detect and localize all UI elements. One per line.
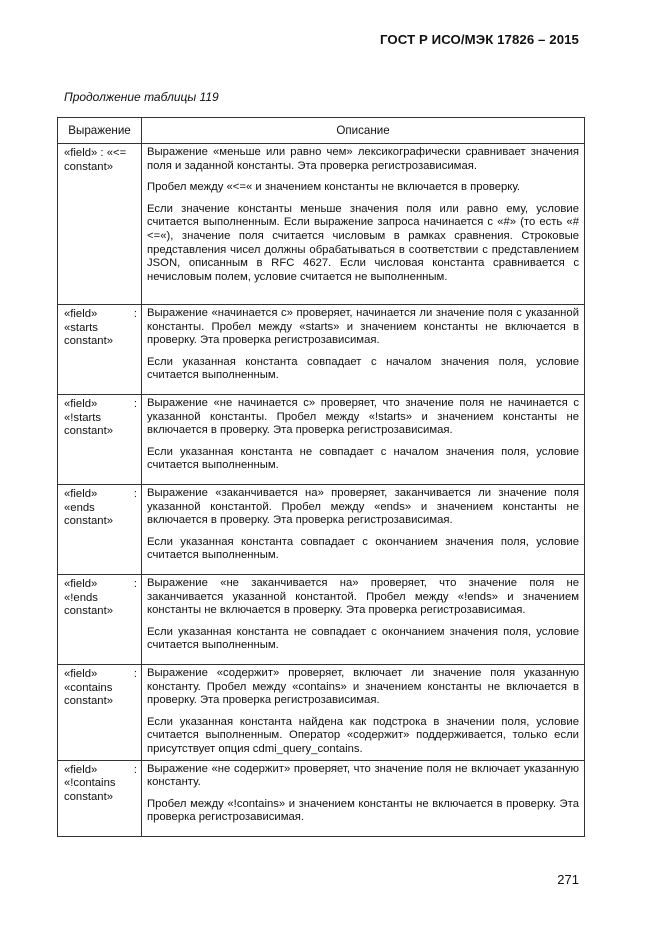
expression-line — [64, 147, 137, 161]
description-cell — [142, 144, 585, 305]
expression-line — [64, 412, 137, 426]
expression-text: «field» — [64, 668, 98, 680]
expression-line — [64, 682, 137, 696]
operators-table — [57, 117, 585, 837]
table-row — [58, 395, 585, 485]
description-paragraph: Выражение «начинается с» проверяет, начинается ли значение поля с указанной константы. Пробел между «starts» и значением константы не включается в проверку. Эта проверка регистрозависимая. — [147, 307, 579, 347]
expression-line — [64, 398, 137, 412]
expression-cell — [58, 395, 142, 485]
expression-text: «field» : «<= — [64, 147, 127, 159]
page-number: 271 — [557, 872, 579, 887]
expression-line — [64, 791, 137, 805]
expression-text: constant» — [64, 160, 113, 173]
expression-text: «field» — [64, 578, 98, 590]
description-paragraph: Выражение «содержит» проверяет, включает ли значение поля указанную константу. Пробел между «contains» и значением константы не включается в проверку. Эта проверка регистрозависимая. — [147, 667, 579, 707]
expression-cell — [58, 485, 142, 575]
expression-cell — [58, 575, 142, 665]
expression-separator: : — [133, 308, 137, 320]
table-row — [58, 665, 585, 761]
expression-separator: : — [133, 398, 137, 410]
column-header-expression: Выражение — [58, 118, 142, 144]
description-cell — [142, 760, 585, 836]
expression-cell — [58, 665, 142, 761]
expression-line — [64, 515, 137, 529]
expression-text: «!ends — [64, 591, 98, 604]
table-row — [58, 575, 585, 665]
table-row — [58, 144, 585, 305]
expression-text: constant» — [64, 425, 113, 438]
expression-line — [64, 502, 137, 516]
expression-separator: : — [133, 668, 137, 680]
description-cell — [142, 485, 585, 575]
expression-line — [64, 592, 137, 606]
expression-line — [64, 488, 137, 502]
description-paragraph: Пробел между «<=« и значением константы не включается в проверку. — [147, 181, 521, 194]
description-paragraph: Выражение «заканчивается на» проверяет, заканчивается ли значение поля указанной константой. Пробел между «ends» и значением константы не включается в проверку. Эта проверка регистрозависимая. — [147, 487, 579, 527]
expression-text: «!contains — [64, 777, 116, 790]
description-paragraph: Выражение «не заканчивается на» проверяет, что значение поля не заканчивается указанной константой. Пробел между «!ends» и значением константы не включается в проверку. Эта проверка регистрозависимая. — [147, 577, 579, 617]
expression-text: constant» — [64, 695, 113, 708]
expression-line — [64, 695, 137, 709]
expression-cell — [58, 760, 142, 836]
table-row — [58, 305, 585, 395]
expression-line — [64, 308, 137, 322]
description-paragraph: Если указанная константа не совпадает с началом значения поля, условие считается выполненным. — [147, 445, 579, 472]
expression-separator: : — [133, 578, 137, 590]
expression-line — [64, 161, 137, 175]
expression-text: constant» — [64, 605, 113, 618]
expression-line — [64, 605, 137, 619]
table-continuation-caption: Продолжение таблицы 119 — [64, 90, 219, 104]
expression-text: «field» — [64, 763, 98, 776]
column-header-description: Описание — [142, 118, 585, 144]
description-cell — [142, 665, 585, 761]
expression-text: «ends — [64, 501, 95, 514]
expression-text: «contains — [64, 681, 113, 694]
expression-separator: : — [133, 763, 137, 776]
expression-line — [64, 335, 137, 349]
expression-line — [64, 777, 137, 791]
table-header-row — [58, 118, 585, 144]
expression-text: «starts — [64, 321, 98, 334]
description-paragraph: Если указанная константа найдена как подстрока в значении поля, условие считается выполненным. Оператор «содержит» поддерживается, только если присутствует опция cdmi_query_contains. — [147, 715, 579, 755]
table-row — [58, 760, 585, 836]
description-paragraph: Пробел между «!contains» и значением константы не включается в проверку. Эта проверка регистрозависимая. — [147, 797, 579, 824]
document-standard-header: ГОСТ Р ИСО/МЭК 17826 – 2015 — [380, 32, 579, 47]
expression-text: «field» — [64, 308, 98, 320]
description-paragraph: Выражение «не содержит» проверяет, что значение поля не включает указанную константу. — [147, 762, 579, 789]
expression-cell — [58, 305, 142, 395]
expression-text: «field» — [64, 488, 98, 500]
table-row — [58, 485, 585, 575]
expression-cell — [58, 144, 142, 305]
description-paragraph: Если значение константы меньше значения поля или равно ему, условие считается выполненным. Если выражение запроса начинается с «#» (то есть «#<=«), значение поля считается числовым в рамках сравнения. Строковые представления чисел должны обрабатываться в соответствии с представлением JSON, описанным в RFC 4627. Если числовая константа сравнивается с нечисловым полем, условие считается не выполненным. — [147, 202, 579, 283]
expression-text: constant» — [64, 790, 113, 803]
expression-line — [64, 322, 137, 336]
description-paragraph: Если указанная константа совпадает с окончанием значения поля, условие считается выполненным. — [147, 535, 579, 562]
description-cell — [142, 305, 585, 395]
expression-text: «field» — [64, 398, 98, 410]
description-paragraph: Выражение «меньше или равно чем» лексикографически сравнивает значения поля и заданной константы. Эта проверка регистрозависимая. — [147, 146, 579, 172]
expression-text: constant» — [64, 515, 113, 528]
description-cell — [142, 395, 585, 485]
expression-separator: : — [133, 488, 137, 500]
expression-text: «!starts — [64, 411, 102, 424]
description-cell — [142, 575, 585, 665]
description-paragraph: Выражение «не начинается с» проверяет, что значение поля не начинается с указанной константы. Пробел между «!starts» и значением константы не включается в проверку. Эта проверка регистрозависимая. — [147, 397, 579, 437]
expression-line — [64, 425, 137, 439]
table-body — [58, 144, 585, 837]
expression-line — [64, 764, 137, 778]
expression-text: constant» — [64, 335, 113, 348]
expression-line — [64, 668, 137, 682]
description-paragraph: Если указанная константа совпадает с началом значения поля, условие считается выполненным. — [147, 355, 579, 382]
description-paragraph: Если указанная константа не совпадает с окончанием значения поля, условие считается выполненным. — [147, 625, 579, 652]
expression-line — [64, 578, 137, 592]
